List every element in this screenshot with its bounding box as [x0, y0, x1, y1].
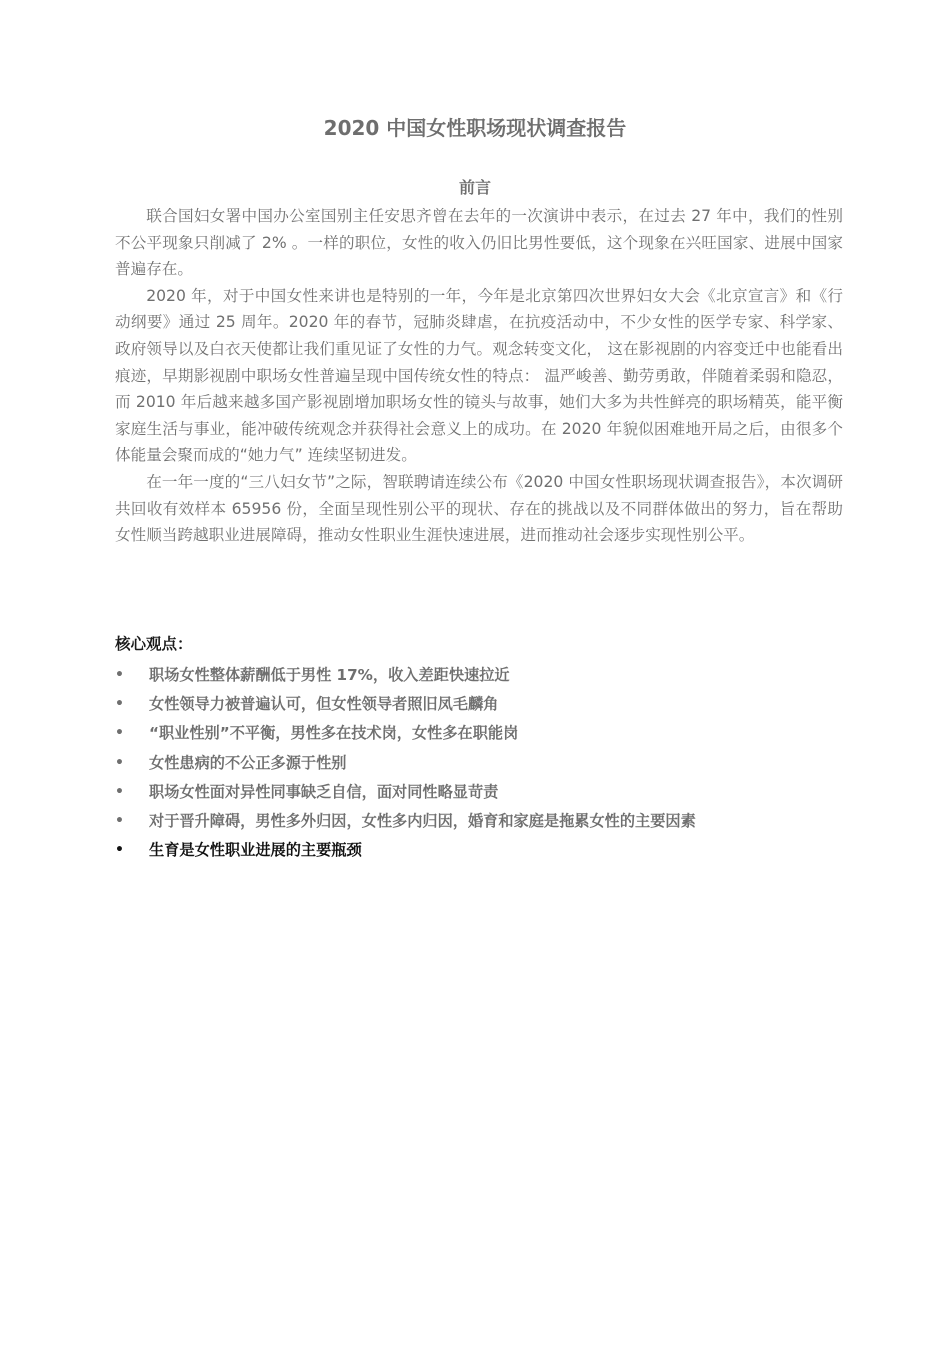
- core-point-item: [115, 779, 843, 808]
- preface-heading: 前言: [458, 178, 491, 197]
- core-point-text: 女性领导力被普遍认可，但女性领导者照旧凤毛麟角: [149, 695, 499, 714]
- bullet-icon: •: [115, 696, 124, 713]
- core-point-item: [115, 662, 843, 691]
- core-point-text: 生育是女性职业进展的主要瓶颈: [149, 841, 362, 860]
- bullet-icon: •: [115, 725, 124, 742]
- core-point-item: [115, 808, 843, 837]
- report-title: 2020 中国女性职场现状调查报告: [323, 116, 627, 140]
- core-points-heading: 核心观点：: [115, 635, 193, 653]
- core-point-text: 职场女性面对异性同事缺乏自信，面对同性略显苛责: [149, 782, 499, 801]
- core-point-text: 对于晋升障碍，男性多外归因，女性多内归因，婚育和家庭是拖累女性的主要因素: [149, 811, 696, 830]
- preface-body: [115, 203, 843, 549]
- preface-paragraph-1: 联合国妇女署中国办公室国别主任安思齐曾在去年的一次演讲中表示，在过去 27 年中，我们的性别不公平现象只削减了 2% 。一样的职位，女性的收入仍旧比男性要低，这个现象在兴旺国家、进展中国家普遍存在。: [115, 207, 843, 279]
- preface-paragraph-3: 在一年一度的“三八妇女节”之际，智联聘请连续公布《2020 中国女性职场现状调查报告》，本次调研共回收有效样本 65956 份，全面呈现性别公平的现状、存在的挑战以及不同群体做出的努力，旨在帮助女性顺当跨越职业进展障碍，推动女性职业生涯快速进展，进而推动社会逐步实现性别公平。: [115, 472, 843, 545]
- core-point-item: [115, 720, 843, 749]
- bullet-icon: •: [115, 783, 124, 800]
- bullet-icon: •: [115, 812, 124, 829]
- bullet-icon: •: [115, 842, 124, 859]
- core-point-text: 职场女性整体薪酬低于男性 17%，收入差距快速拉近: [149, 666, 510, 684]
- bullet-icon: •: [115, 667, 124, 683]
- core-points-list: [115, 662, 843, 866]
- core-point-item: [115, 691, 843, 720]
- bullet-icon: •: [115, 754, 124, 771]
- preface-paragraph-2: 2020 年，对于中国女性来讲也是特别的一年，今年是北京第四次世界妇女大会《北京宣言》和《行动纲要》通过 25 周年。2020 年的春节，冠肺炎肆虐，在抗疫活动中，不少女性的医学专家、科学家、政府领导以及白衣天使都让我们重见证了女性的力气。观念转变文化， 这在影视剧的内容变迁中也能看出痕迹，早期影视剧中职场女性普遍呈现中国传统女性的特点： 温严峻善、勤劳勇敢，伴随着柔弱和隐忍，而 2010 年后越来越多国产影视剧增加职场女性的镜头与故事，她们大多为共性鲜亮的职场精英，能平衡家庭生活与事业，能冲破传统观念并获得社会意义上的成功。在 2020 年貌似困难地开局之后，由很多个体能量会聚而成的“她力气” 连续坚韧进发。: [115, 286, 843, 465]
- core-point-item: [115, 750, 843, 779]
- core-point-text: “职业性别”不平衡，男性多在技术岗，女性多在职能岗: [149, 724, 519, 743]
- core-point-item: [115, 837, 843, 866]
- core-point-text: 女性患病的不公正多源于性别: [149, 753, 347, 772]
